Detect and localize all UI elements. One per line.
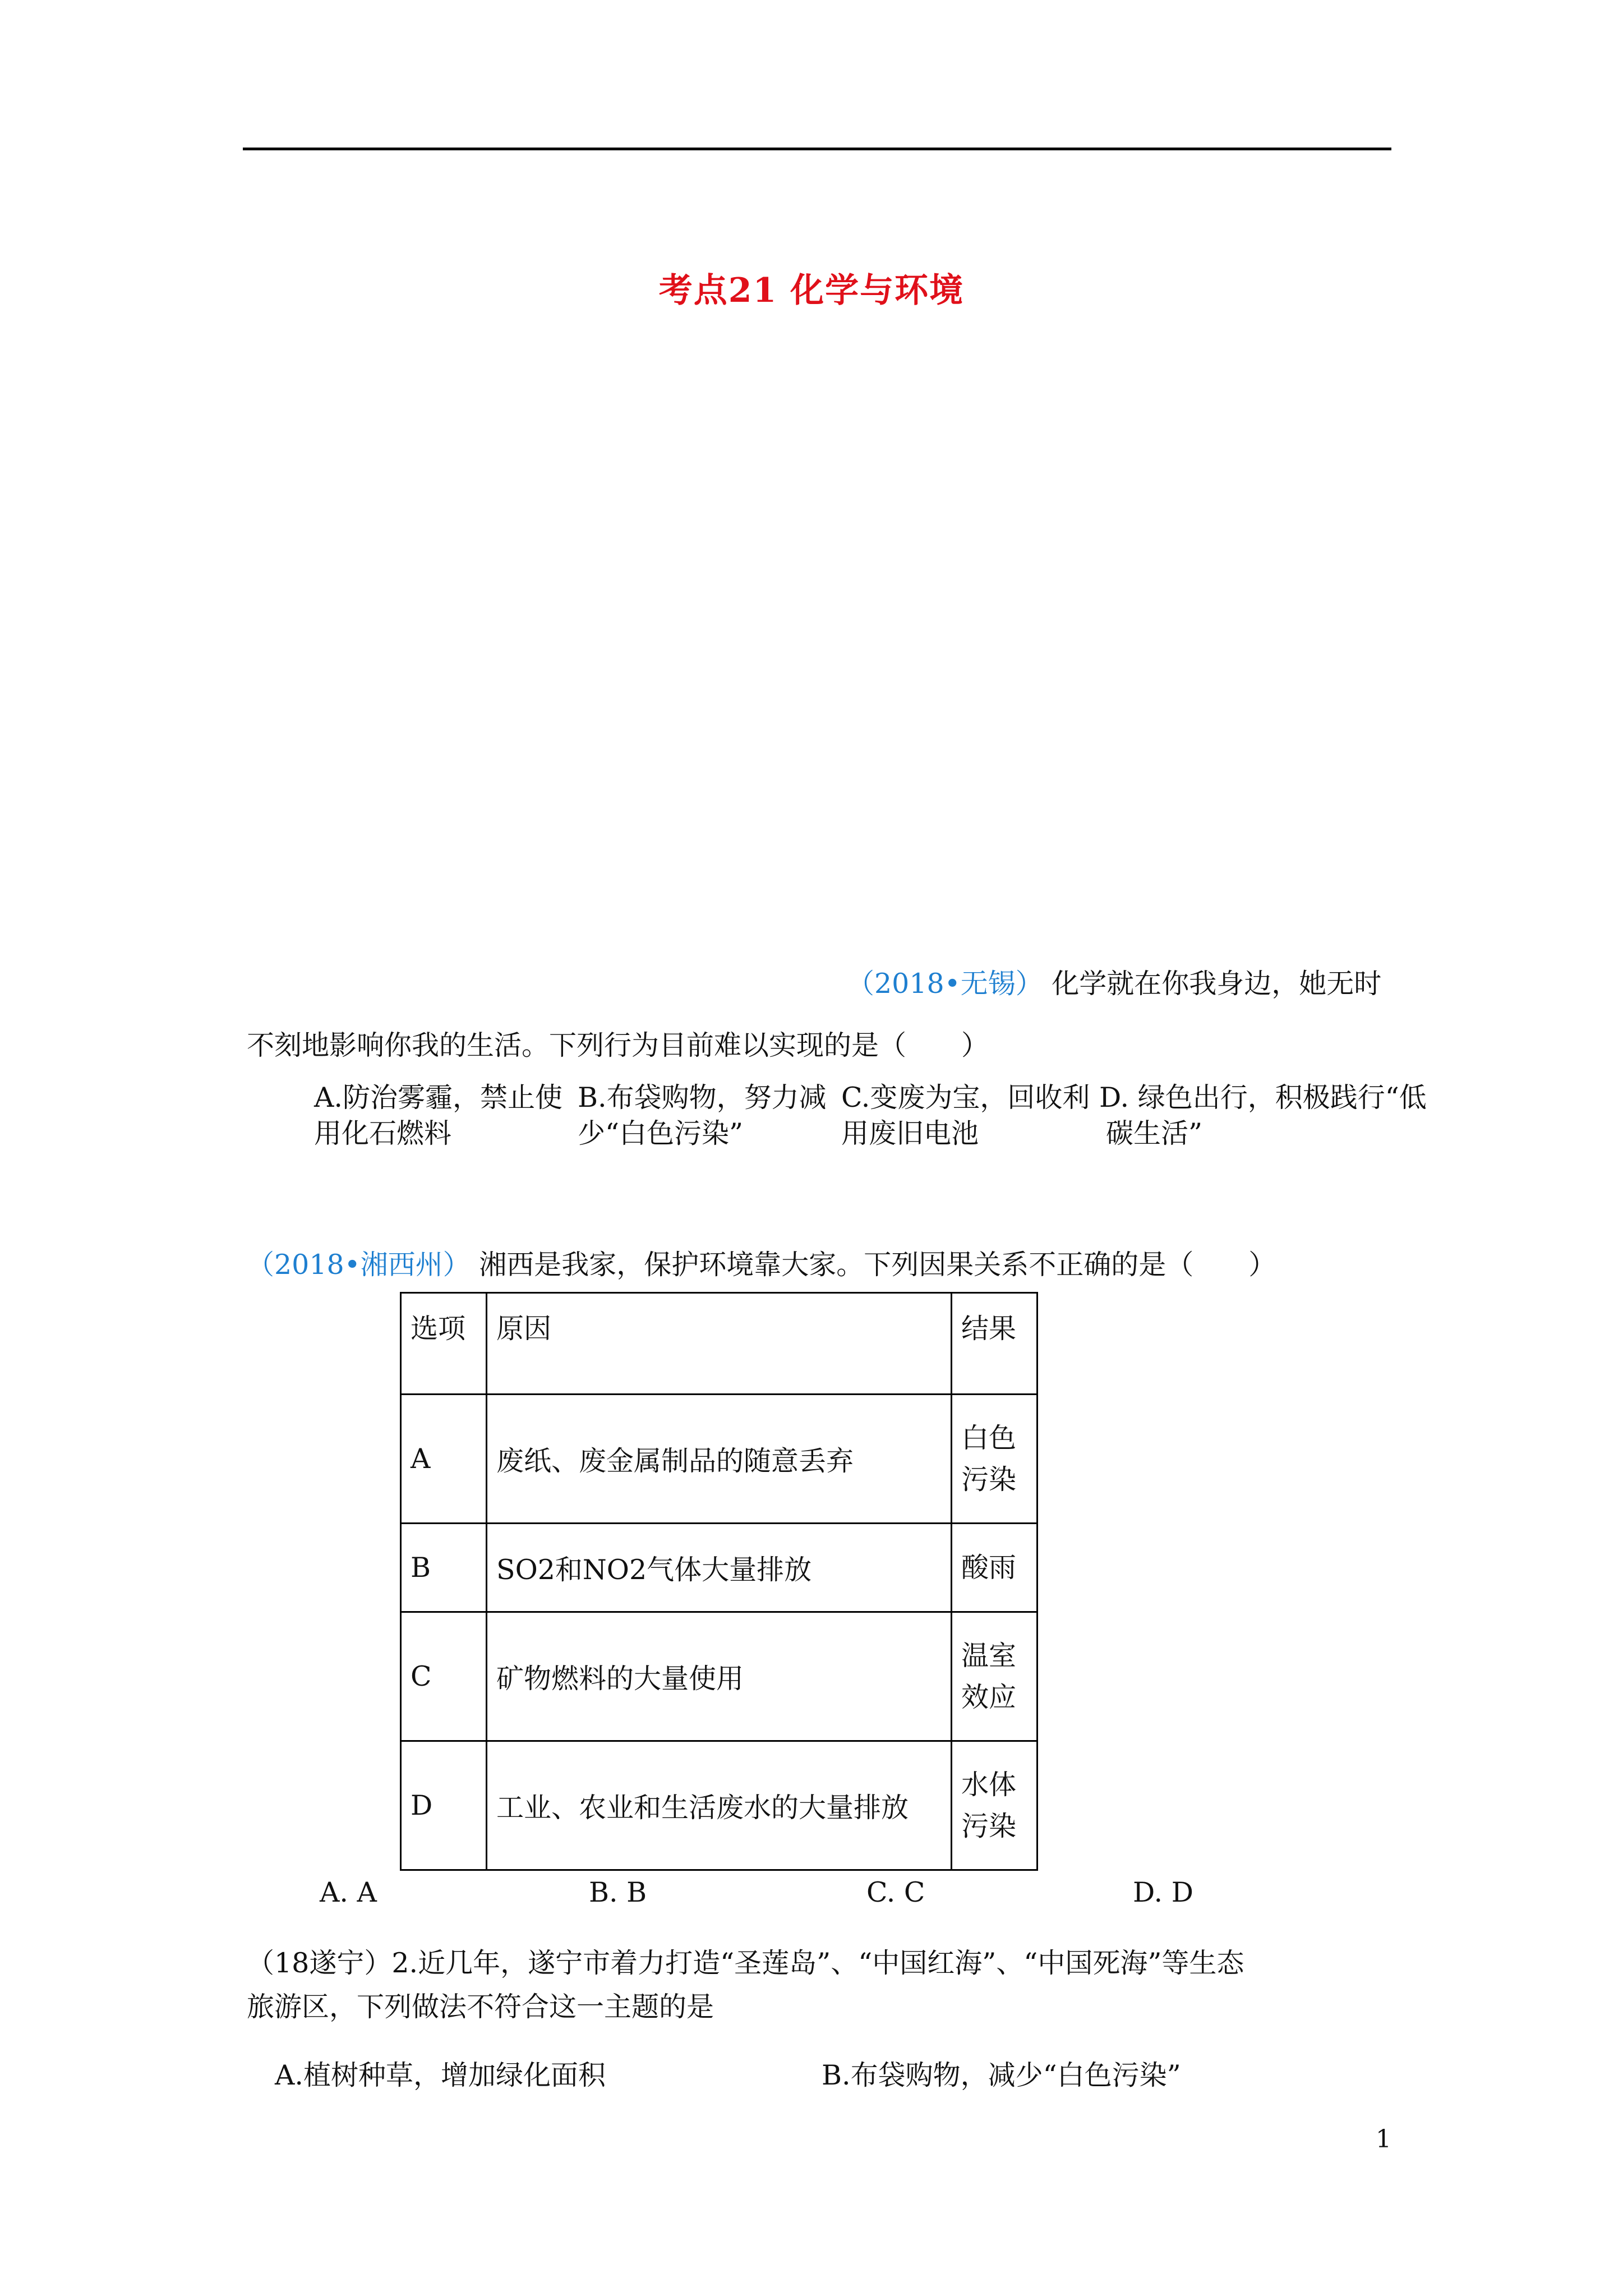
q1-option-a: A.防治雾霾，禁止使 用化石燃料 xyxy=(314,1082,562,1149)
row-option: C xyxy=(401,1612,487,1741)
table-row xyxy=(401,1612,1038,1741)
q1-stem-line1 xyxy=(847,966,1381,1002)
table-row xyxy=(401,1741,1038,1870)
q3-stem-line2: 旅游区，下列做法不符合这一主题的是 xyxy=(247,1991,714,2023)
table-header-row xyxy=(401,1293,1038,1395)
q1-stem-line2: 不刻地影响你我的生活。下列行为目前难以实现的是（ ） xyxy=(247,1029,989,1061)
q1-option-c: C.变废为宝，回收利 用废旧电池 xyxy=(841,1082,1090,1149)
row-option: B xyxy=(401,1524,487,1612)
q2-stem xyxy=(247,1247,1276,1283)
row-result: 温室 效应 xyxy=(952,1612,1038,1741)
q2-answer-a: A. A xyxy=(320,1876,377,1908)
row-cause: SO2和NO2气体大量排放 xyxy=(487,1524,952,1612)
row-cause: 废纸、废金属制品的随意丢弃 xyxy=(487,1395,952,1524)
q1-option-d: D. 绿色出行，积极践行“低 碳生活” xyxy=(1099,1082,1427,1149)
q2-answer-b: B. B xyxy=(589,1876,647,1908)
q2-stem-text: 湘西是我家，保护环境靠大家。下列因果关系不正确的是（ ） xyxy=(479,1249,1276,1281)
page-number: 1 xyxy=(1376,2125,1391,2154)
q1-option-b: B.布袋购物，努力减 少“白色污染” xyxy=(578,1082,827,1149)
q2-answer-c: C. C xyxy=(866,1876,925,1908)
table-row xyxy=(401,1524,1038,1612)
header-option: 选项 xyxy=(401,1293,487,1395)
header-result: 结果 xyxy=(952,1293,1038,1395)
row-result: 水体 污染 xyxy=(952,1741,1038,1870)
row-option: A xyxy=(401,1395,487,1524)
row-result: 白色 污染 xyxy=(952,1395,1038,1524)
q2-table xyxy=(400,1292,1038,1871)
q2-answer-d: D. D xyxy=(1133,1876,1193,1908)
q3-option-a: A.植树种草，增加绿化面积 xyxy=(275,2059,606,2091)
row-result: 酸雨 xyxy=(952,1524,1038,1612)
row-cause: 工业、农业和生活废水的大量排放 xyxy=(487,1741,952,1870)
row-cause: 矿物燃料的大量使用 xyxy=(487,1612,952,1741)
header-rule xyxy=(243,148,1391,150)
q1-source: （2018•无锡） xyxy=(847,968,1043,1000)
q1-stem-start: 化学就在你我身边，她无时 xyxy=(1052,968,1382,1000)
table-row xyxy=(401,1395,1038,1524)
q3-option-b: B.布袋购物，减少“白色污染” xyxy=(822,2059,1181,2091)
header-cause: 原因 xyxy=(487,1293,952,1395)
row-option: D xyxy=(401,1741,487,1870)
q3-stem-line1: （18遂宁）2.近几年，遂宁市着力打造“圣莲岛”、“中国红海”、“中国死海”等生态 xyxy=(247,1947,1244,1979)
q2-source: （2018•湘西州） xyxy=(247,1249,471,1281)
page-title: 考点21 化学与环境 xyxy=(658,271,965,310)
